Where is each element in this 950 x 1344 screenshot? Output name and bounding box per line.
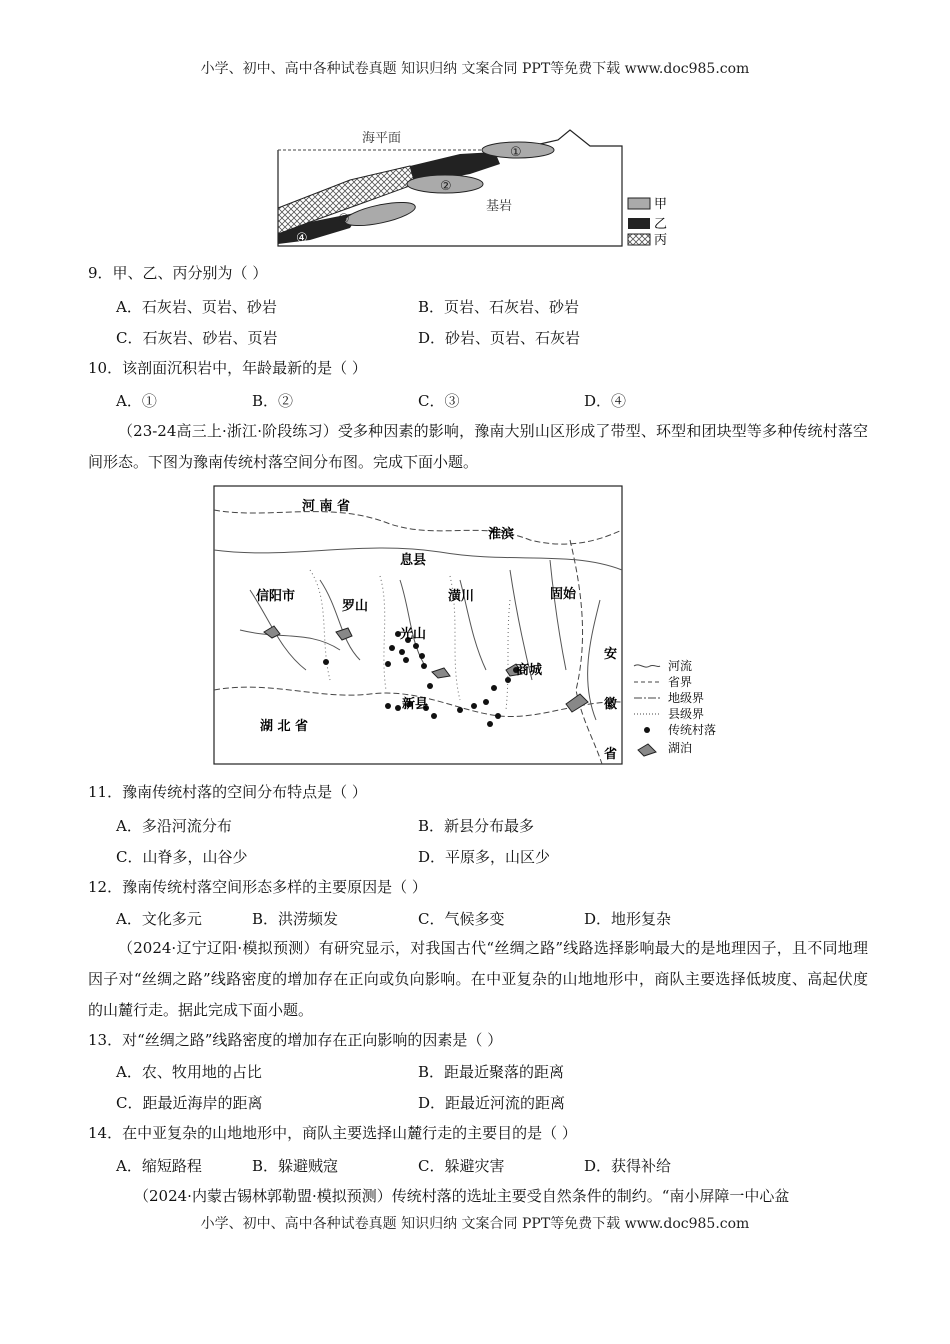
cross-section-figure [270, 122, 690, 252]
map-label-an: 安 [604, 647, 618, 662]
map-label-luoshan: 罗山 [342, 599, 369, 614]
legend-lake: 湖泊 [668, 741, 693, 755]
q13-option-b: B．距最近聚落的距离 [418, 1063, 565, 1081]
map-label-sheng: 省 [604, 747, 618, 762]
marker-2: ② [440, 179, 452, 194]
map-label-shangcheng: 商城 [516, 663, 543, 678]
page-header: 小学、初中、高中各种试卷真题 知识归纳 文案合同 PPT等免费下载 www.doc985.com [200, 61, 750, 77]
q13-option-d: D．距最近河流的距离 [418, 1094, 566, 1112]
map-label-henan: 河 南 省 [302, 499, 351, 514]
q9-stem: 9．甲、乙、丙分别为（ ） [88, 264, 268, 282]
map-label-gushi: 固始 [550, 587, 577, 602]
q10-stem: 10．该剖面沉积岩中，年龄最新的是（ ） [88, 359, 367, 377]
map-label-guangshan: 光山 [400, 627, 427, 642]
q13-option-a: A．农、牧用地的占比 [116, 1063, 262, 1081]
legend-jia: 甲 [654, 197, 668, 212]
legend-bing-swatch [628, 234, 650, 245]
q11-option-c: C．山脊多，山谷少 [116, 848, 248, 866]
map-label-xixian: 息县 [400, 553, 427, 568]
q12-option-a: A．文化多元 [116, 910, 202, 928]
q10-option-a: A．① [116, 392, 157, 410]
q14-option-c: C．躲避灾害 [418, 1157, 505, 1175]
map-label-hui: 徽 [604, 697, 618, 712]
map-label-huaibin: 淮滨 [488, 527, 515, 542]
page-footer: 小学、初中、高中各种试卷真题 知识归纳 文案合同 PPT等免费下载 www.doc985.com [200, 1216, 750, 1232]
legend-prefecture: 地级界 [668, 691, 705, 705]
map-label-xinyang: 信阳市 [256, 589, 296, 604]
sea-level-label: 海平面 [362, 131, 402, 146]
q12-option-b: B．洪涝频发 [252, 910, 339, 928]
q11-option-d: D．平原多，山区少 [418, 848, 551, 866]
q12-option-d: D．地形复杂 [584, 910, 672, 928]
legend-river: 河流 [668, 659, 693, 673]
marker-3: ③ [338, 212, 350, 227]
intro-passage-4: （2024·内蒙古锡林郭勒盟·模拟预测）传统村落的选址主要受自然条件的制约。“南小屏障一中心盆 [134, 1187, 790, 1205]
legend-yi-swatch [628, 218, 650, 229]
q11-option-b: B．新县分布最多 [418, 817, 535, 835]
q10-option-d: D．④ [584, 392, 627, 410]
q9-option-a: A．石灰岩、页岩、砂岩 [116, 298, 277, 316]
q9-option-b: B．页岩、石灰岩、砂岩 [418, 298, 580, 316]
q14-option-d: D．获得补给 [584, 1157, 672, 1175]
legend-village-symbol [644, 727, 650, 733]
q10-option-c: C．③ [418, 392, 460, 410]
intro-passage-3: （2024·辽宁辽阳·模拟预测）有研究显示，对我国古代“丝绸之路”线路选择影响最大的是地理因子，且不同地理因子对“丝绸之路”线路密度的增加存在正向或负向影响。在中亚复杂的山地地形中，商队主要选择低坡度、高起伏度的山麓行走。据此完成下面小题。 [88, 939, 868, 1019]
map-label-xinxian: 新县 [402, 697, 429, 712]
q9-option-d: D．砂岩、页岩、石灰岩 [418, 329, 581, 347]
q14-stem: 14．在中亚复杂的山地地形中，商队主要选择山麓行走的主要目的是（ ） [88, 1124, 577, 1142]
legend-village: 传统村落 [668, 723, 717, 737]
map-label-hubei: 湖 北 省 [260, 719, 309, 734]
legend-jia-swatch [628, 198, 650, 209]
legend-lake-symbol [638, 744, 656, 756]
q14-option-b: B．躲避贼寇 [252, 1157, 339, 1175]
q12-stem: 12．豫南传统村落空间形态多样的主要原因是（ ） [88, 878, 427, 896]
q11-option-a: A．多沿河流分布 [116, 817, 232, 835]
legend-county: 县级界 [668, 707, 705, 721]
bedrock-label: 基岩 [486, 199, 513, 214]
q14-option-a: A．缩短路程 [116, 1157, 202, 1175]
q11-stem: 11．豫南传统村落的空间分布特点是（ ） [88, 783, 367, 801]
marker-1: ① [510, 145, 522, 160]
intro-passage-2: （23-24高三上·浙江·阶段练习）受多种因素的影响，豫南大别山区形成了带型、环型和团块型等多种传统村落空间形态。下图为豫南传统村落空间分布图。完成下面小题。 [88, 422, 868, 471]
legend-province: 省界 [668, 675, 693, 689]
q13-option-c: C．距最近海岸的距离 [116, 1094, 263, 1112]
legend-river-symbol [634, 665, 660, 667]
q10-option-b: B．② [252, 392, 294, 410]
legend-bing: 丙 [654, 233, 668, 248]
q9-option-c: C．石灰岩、砂岩、页岩 [116, 329, 278, 347]
village-map-figure [210, 480, 745, 770]
q13-stem: 13．对“丝绸之路”线路密度的增加存在正向影响的因素是（ ） [88, 1031, 503, 1049]
map-label-huangchuan: 潢川 [448, 589, 475, 604]
marker-4: ④ [296, 231, 308, 246]
legend-yi: 乙 [654, 217, 668, 232]
q12-option-c: C．气候多变 [418, 910, 505, 928]
